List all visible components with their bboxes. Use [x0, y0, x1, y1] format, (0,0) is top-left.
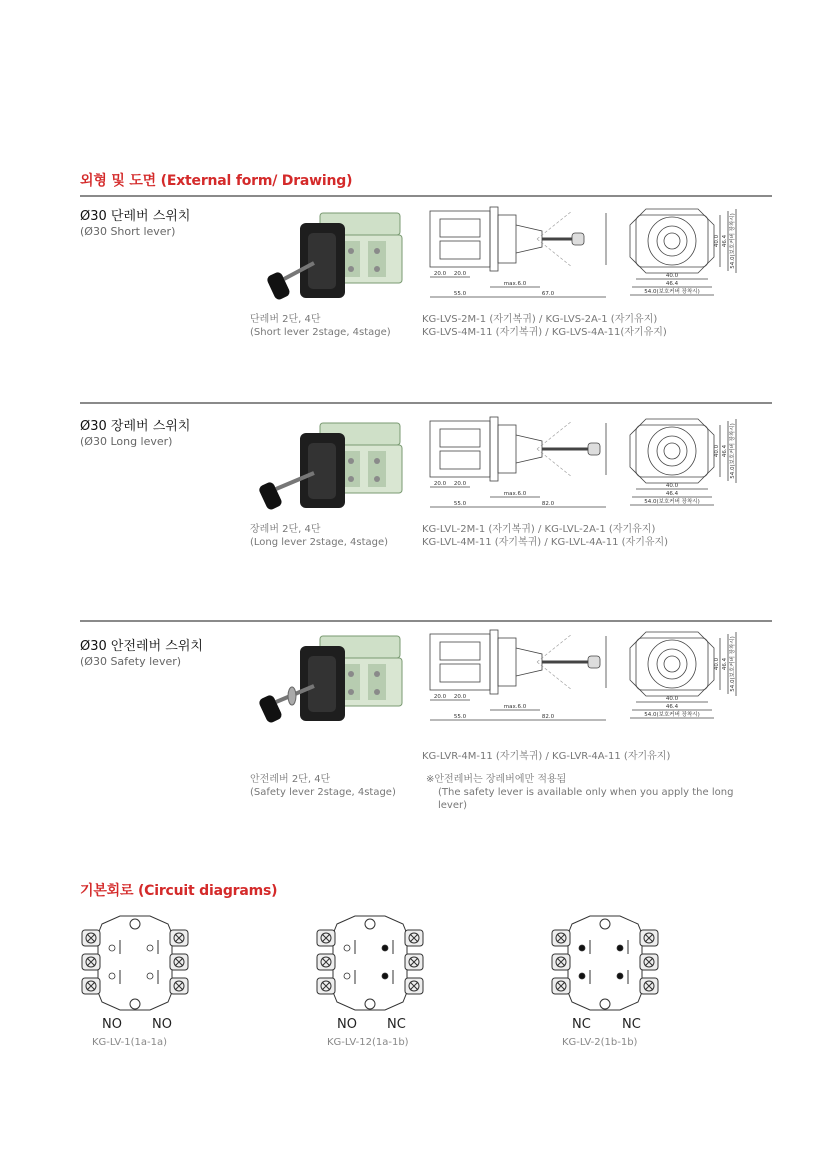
- dimension-label: max.6.0: [503, 281, 527, 287]
- section-title-circuit: 기본회로 (Circuit diagrams): [80, 883, 278, 899]
- circuit-diagram: [550, 912, 660, 1017]
- dimension-label: 20.0: [453, 271, 467, 277]
- dimension-label: 46.4: [722, 657, 728, 671]
- circuit-diagram: [80, 912, 190, 1017]
- dimension-label: 54.0(보호커버 장착시): [730, 636, 736, 692]
- dimension-label: 82.0: [541, 714, 555, 720]
- product-title: Ø30 장레버 스위치: [80, 419, 191, 434]
- dimension-label: 54.0(보호커버 장착시): [730, 213, 736, 269]
- section-title-drawing: 외형 및 도면 (External form/ Drawing): [80, 173, 353, 189]
- dimension-label: 54.0(보호커버 장착시): [730, 423, 736, 479]
- contact-label-left: NO: [102, 1017, 122, 1032]
- stage-korean: 장레버 2단, 4단: [250, 524, 321, 535]
- dimension-label: 55.0: [453, 291, 467, 297]
- dimension-label: 46.4: [722, 234, 728, 248]
- product-title: Ø30 안전레버 스위치: [80, 639, 203, 654]
- dimension-label: max.6.0: [503, 491, 527, 497]
- contact-label-right: NO: [152, 1017, 172, 1032]
- model-numbers: KG-LVS-2M-1 (자기복귀) / KG-LVS-2A-1 (자기유지): [422, 314, 658, 325]
- dimension-label: 20.0: [433, 694, 447, 700]
- product-photo: [250, 415, 410, 525]
- technical-drawing: [422, 628, 742, 724]
- stage-english: (Short lever 2stage, 4stage): [250, 327, 391, 338]
- product-subtitle: (Ø30 Safety lever): [80, 655, 182, 668]
- circuit-caption: KG-LV-2(1b-1b): [562, 1037, 638, 1048]
- stage-english: (Long lever 2stage, 4stage): [250, 537, 389, 548]
- dimension-label: max.6.0: [503, 704, 527, 710]
- dimension-label: 55.0: [453, 501, 467, 507]
- product-photo: [250, 628, 410, 738]
- safety-note: lever): [438, 800, 468, 811]
- dimension-label: 46.4: [722, 444, 728, 458]
- dimension-label: 40.0: [665, 696, 679, 702]
- dimension-label: 40.0: [714, 657, 720, 671]
- product-title: Ø30 단레버 스위치: [80, 209, 191, 224]
- dimension-label: 40.0: [665, 483, 679, 489]
- circuit-caption: KG-LV-1(1a-1a): [92, 1037, 168, 1048]
- dimension-label: 40.0: [665, 273, 679, 279]
- dimension-label: 82.0: [541, 501, 555, 507]
- contact-label-left: NO: [337, 1017, 357, 1032]
- section-rule: [80, 620, 772, 622]
- product-subtitle: (Ø30 Short lever): [80, 225, 176, 238]
- dimension-label: 40.0: [714, 234, 720, 248]
- dimension-label: 54.0(보호커버 장착시): [644, 499, 700, 505]
- dimension-label: 46.4: [665, 281, 679, 287]
- technical-drawing: [422, 415, 742, 511]
- model-numbers: KG-LVR-4M-11 (자기복귀) / KG-LVR-4A-11 (자기유지): [422, 751, 671, 762]
- dimension-label: 67.0: [541, 291, 555, 297]
- dimension-label: 55.0: [453, 714, 467, 720]
- dimension-label: 54.0(보호커버 장착시): [644, 289, 700, 295]
- dimension-label: 46.4: [665, 704, 679, 710]
- stage-korean: 안전레버 2단, 4단: [250, 774, 331, 785]
- model-numbers: KG-LVS-4M-11 (자기복귀) / KG-LVS-4A-11(자기유지): [422, 327, 667, 338]
- contact-label-right: NC: [387, 1017, 406, 1032]
- model-numbers: KG-LVL-2M-1 (자기복귀) / KG-LVL-2A-1 (자기유지): [422, 524, 656, 535]
- dimension-label: 46.4: [665, 491, 679, 497]
- dimension-label: 20.0: [453, 481, 467, 487]
- technical-drawing: [422, 205, 742, 301]
- contact-label-right: NC: [622, 1017, 641, 1032]
- circuit-diagram: [315, 912, 425, 1017]
- safety-note: (The safety lever is available only when you apply the long: [438, 787, 734, 798]
- dimension-label: 20.0: [433, 481, 447, 487]
- circuit-caption: KG-LV-12(1a-1b): [327, 1037, 409, 1048]
- dimension-label: 20.0: [453, 694, 467, 700]
- dimension-label: 20.0: [433, 271, 447, 277]
- section-rule: [80, 402, 772, 404]
- model-numbers: KG-LVL-4M-11 (자기복귀) / KG-LVL-4A-11 (자기유지): [422, 537, 669, 548]
- dimension-label: 40.0: [714, 444, 720, 458]
- product-subtitle: (Ø30 Long lever): [80, 435, 173, 448]
- contact-label-left: NC: [572, 1017, 591, 1032]
- stage-english: (Safety lever 2stage, 4stage): [250, 787, 396, 798]
- stage-korean: 단레버 2단, 4단: [250, 314, 321, 325]
- safety-note: ※안전레버는 장레버에만 적용됨: [426, 774, 567, 785]
- section-rule: [80, 195, 772, 197]
- product-photo: [250, 205, 410, 315]
- dimension-label: 54.0(보호커버 장착시): [644, 712, 700, 718]
